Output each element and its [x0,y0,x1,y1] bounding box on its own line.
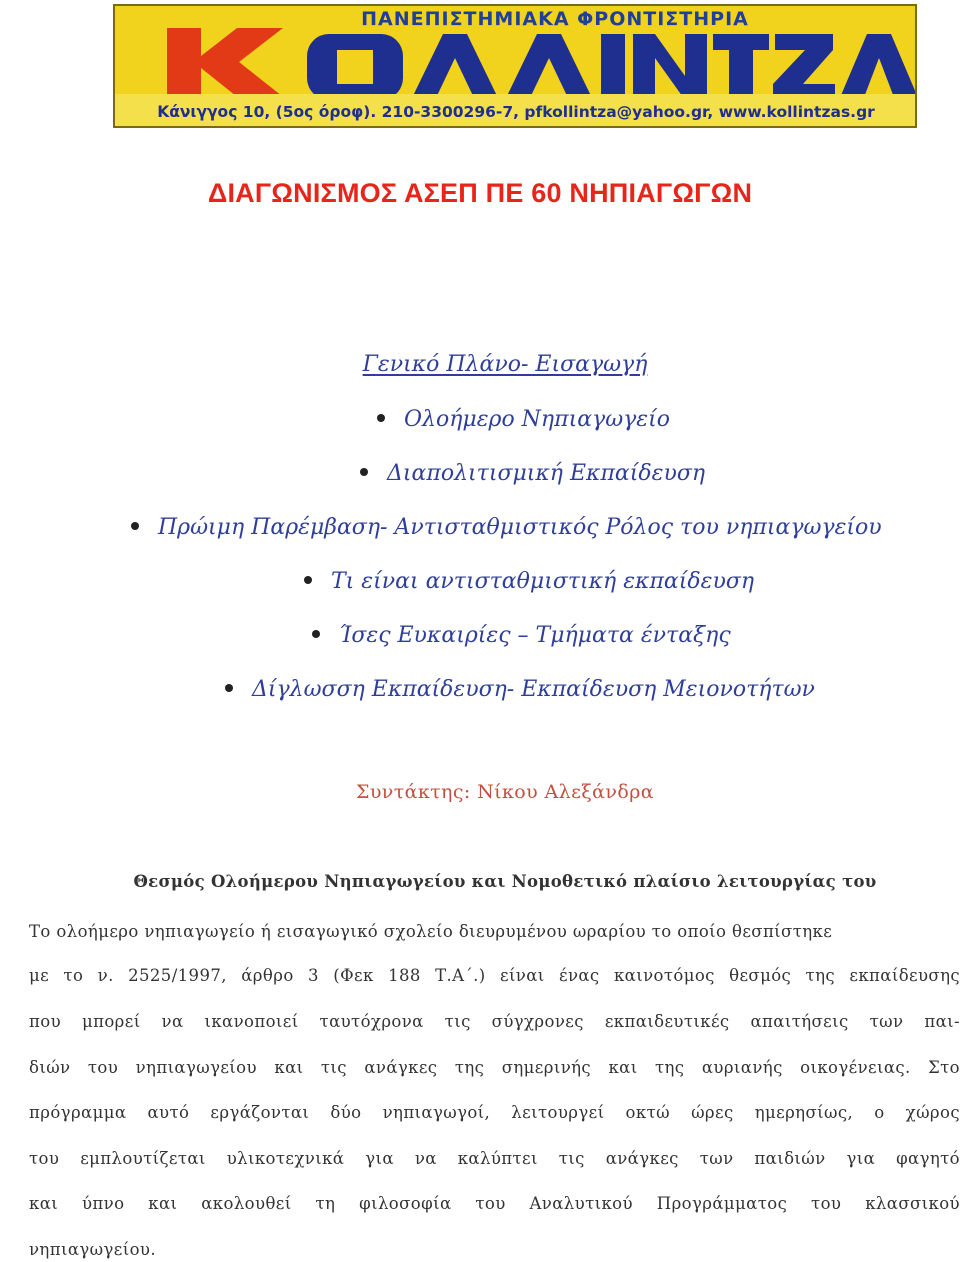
document-title [0,178,960,209]
plan-list-item [377,405,670,435]
plan-list-item-text: Τι είναι αντισταθμιστική εκπαίδευση [331,569,755,594]
bullet-dot-icon [225,684,233,692]
body-text-line: νηπιαγωγείου. [29,1240,156,1259]
document-title-text: ΔΙΑΓΩΝΙΣΜΟΣ ΑΣΕΠ ΠΕ 60 ΝΗΠΙΑΓΩΓΩΝ [207,178,753,208]
body-text-line: του εμπλουτίζεται υλικοτεχνικά για να καλύπτει τις ανάγκες των παιδιών για φαγητό [29,1149,960,1168]
plan-list-item [304,567,754,597]
plan-list-item [131,513,882,543]
bullet-dot-icon [377,414,385,422]
kollintza-wordmark-logo [115,22,915,100]
plan-list-item-text: Ολοήμερο Νηπιαγωγείο [404,407,670,432]
banner-tagline: ΠΑΝΕΠΙΣΤΗΜΙΑΚΑ ΦΡΟΝΤΙΣΤΗΡΙΑ [361,8,749,30]
plan-heading: Γενικό Πλάνο- Εισαγωγή [362,352,648,377]
bullet-dot-icon [131,522,139,530]
plan-list-item [360,459,705,489]
body-text-line: πρόγραμμα αυτό εργάζονται δύο νηπιαγωγοί, λειτουργεί οκτώ ώρες ημερησίως, ο χώρος [29,1103,960,1122]
author-line: Συντάκτης: Νίκου Αλεξάνδρα [356,781,654,803]
section-heading: Θεσμός Ολοήμερου Νηπιαγωγείου και Νομοθετικό πλαίσιο λειτουργίας του [133,872,877,891]
body-text-line: διών του νηπιαγωγείου και τις ανάγκες της σημερινής και της αυριανής οικογένειας. Στο [29,1058,960,1077]
bullet-dot-icon [304,576,312,584]
publisher-logo-banner [113,4,917,128]
body-text-line: με το ν. 2525/1997, άρθρο 3 (Φεκ 188 Τ.Α΄.) είναι ένας καινοτόμος θεσμός της εκπαίδευσης [29,966,960,985]
plan-list-item-text: Δίγλωσση Εκπαίδευση- Εκπαίδευση Μειονοτήτων [252,677,815,702]
plan-list-item [225,675,815,705]
body-text-line: Το ολοήμερο νηπιαγωγείο ή εισαγωγικό σχολείο διευρυμένου ωραρίου το οποίο θεσπίστηκε [29,922,833,941]
body-text-line: και ύπνο και ακολουθεί τη φιλοσοφία του Αναλυτικού Προγράμματος του κλασσικού [29,1194,960,1213]
banner-contact-info: Κάνιγγος 10, (5ος όροφ). 210-3300296-7, pfkollintza@yahoo.gr, www.kollintzas.gr [157,103,875,121]
plan-list-item [312,621,731,651]
body-text-line: που μπορεί να ικανοποιεί ταυτόχρονα τις σύγχρονες εκπαιδευτικές απαιτήσεις των παι- [29,1012,960,1031]
bullet-dot-icon [312,630,320,638]
plan-list-item-text: Ίσες Ευκαιρίες – Τμήματα ένταξης [339,623,731,648]
plan-list-item-text: Πρώιμη Παρέμβαση- Αντισταθμιστικός Ρόλος του νηπιαγωγείου [158,515,882,540]
bullet-dot-icon [360,468,368,476]
plan-list-item-text: Διαπολιτισμική Εκπαίδευση [387,461,706,486]
